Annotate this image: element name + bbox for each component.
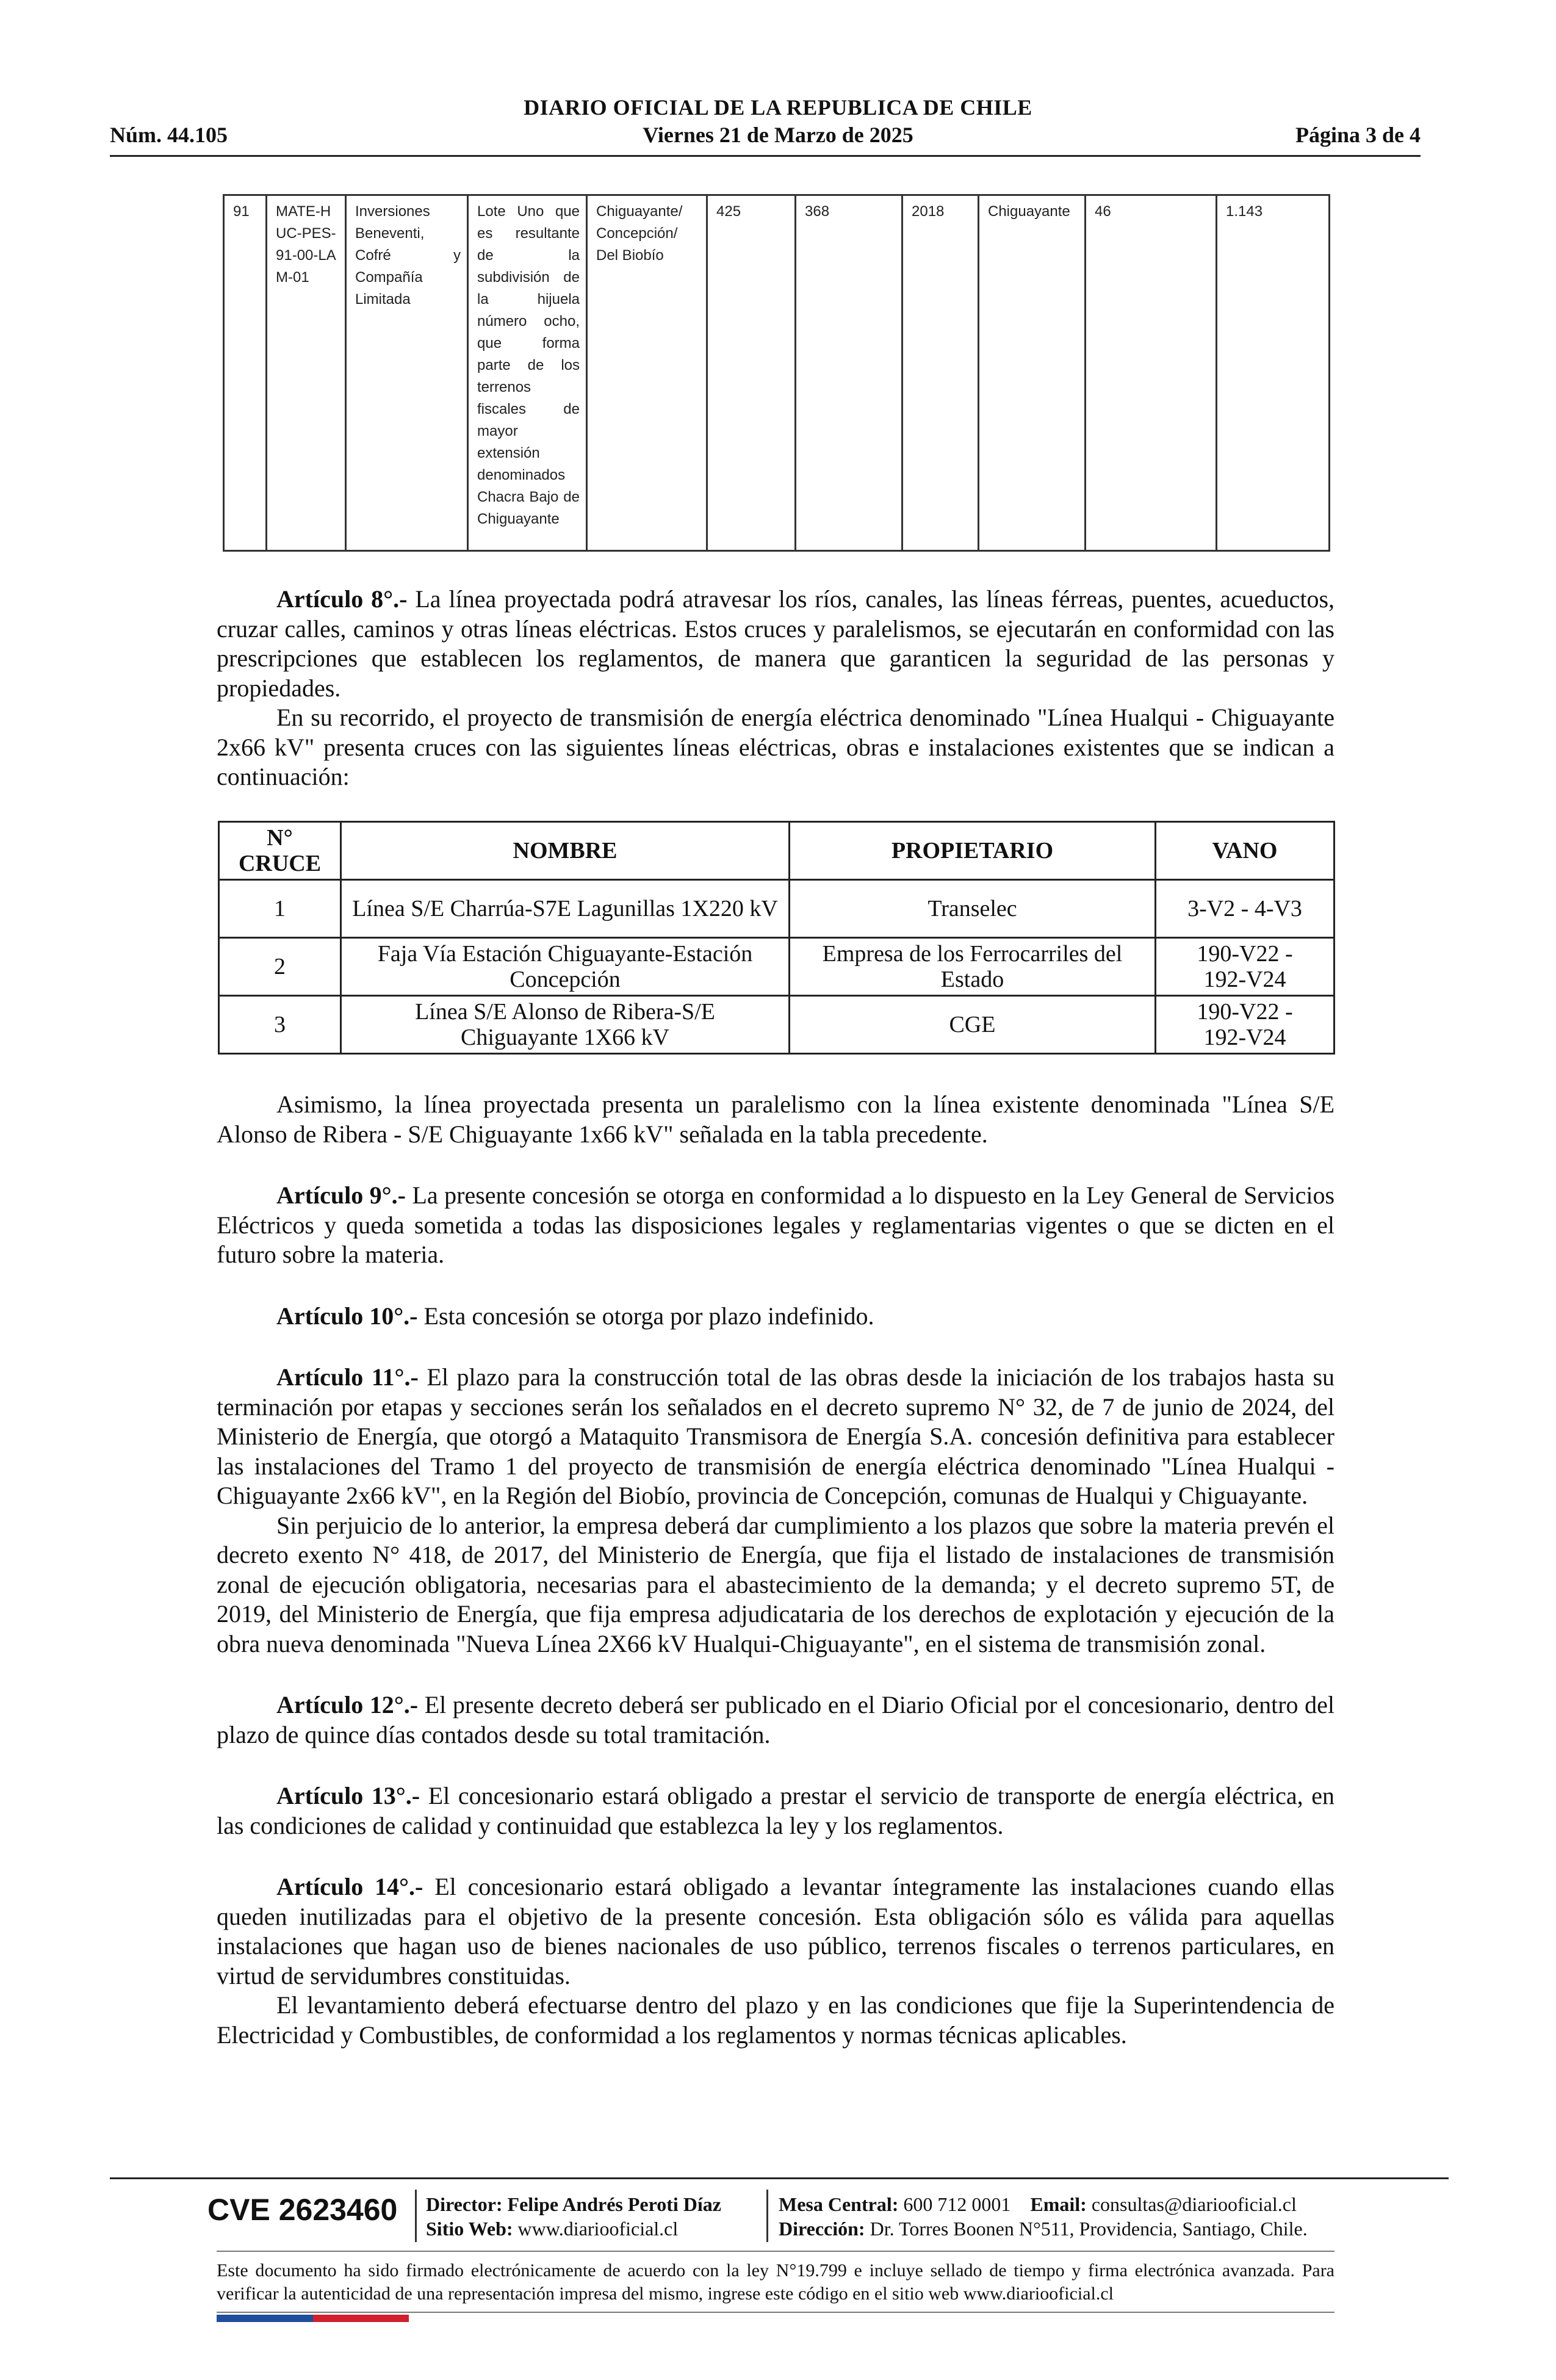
address-label: Dirección: xyxy=(779,2218,865,2240)
article-8 xyxy=(217,585,1334,792)
mesa-label: Mesa Central: xyxy=(779,2193,899,2215)
site-link[interactable]: www.diariooficial.cl xyxy=(517,2218,679,2240)
column-header: PROPIETARIO xyxy=(790,822,1156,880)
article-label: Artículo 13°.- xyxy=(276,1782,420,1809)
article-9 xyxy=(217,1181,1334,1270)
email-label: Email: xyxy=(1030,2193,1087,2215)
article-text: El concesionario estará obligado a prestar el servicio de transporte de energía eléctrica, en las condiciones de calidad y continuidad que establezca la ley y los reglamentos. xyxy=(217,1782,1335,1839)
mesa-phone: 600 712 0001 xyxy=(903,2193,1011,2215)
table-row xyxy=(219,996,1334,1054)
page-number: Página 3 de 4 xyxy=(1295,123,1421,147)
footer-divider xyxy=(110,2177,1449,2179)
article-text: En su recorrido, el proyecto de transmisión de energía eléctrica denominado "Línea Hualqui - Chiguayante 2x66 kV" presenta cruces con las siguientes líneas eléctricas, obras e instalaciones existentes que se indican a continuación: xyxy=(217,704,1334,790)
footer-divider xyxy=(217,2251,1334,2252)
flag-red-segment xyxy=(313,2315,409,2322)
table-cell: Lote Uno que es resultante de la subdivisión de la hijuela número ocho, que forma parte de los terrenos fiscales de mayor extensión denominados Chacra Bajo de Chiguayante xyxy=(468,195,587,551)
table-cell: 190-V22 - 192-V24 xyxy=(1156,938,1334,996)
table-cell: Línea S/E Charrúa-S7E Lagunillas 1X220 kV xyxy=(341,880,790,938)
table-row xyxy=(219,938,1334,996)
column-header: VANO xyxy=(1156,822,1334,880)
table-cell: 3 xyxy=(219,996,341,1054)
article-text: La línea proyectada podrá atravesar los ríos, canales, las líneas férreas, puentes, acueductos, cruzar calles, caminos y otras líneas eléctricas. Estos cruces y paralelismos, se ejecutarán en conformidad con las prescripciones que establecen los reglamentos, de manera que garanticen la seguridad de las personas y propiedades. xyxy=(217,585,1335,702)
column-header: N° CRUCE xyxy=(219,822,341,880)
table-cell: CGE xyxy=(790,996,1156,1054)
article-13 xyxy=(217,1781,1334,1841)
article-label: Artículo 11°.- xyxy=(276,1363,419,1391)
article-text: Esta concesión se otorga por plazo indefinido. xyxy=(423,1302,874,1330)
issue-number: Núm. 44.105 xyxy=(110,123,228,147)
table-cell: 2018 xyxy=(902,195,979,551)
property-table xyxy=(223,194,1330,552)
table-cell: 91 xyxy=(224,195,267,551)
article-text: La presente concesión se otorga en conformidad a lo dispuesto en la Ley General de Servicios Eléctricos y queda sometida a todas las disposiciones legales y reglamentarias vigentes o que se dicten en el futuro sobre la materia. xyxy=(217,1181,1335,1268)
article-12 xyxy=(217,1690,1334,1750)
signature-note: Este documento ha sido firmado electrónicamente de acuerdo con la ley N°19.799 e incluye sellado de tiempo y firma electrónica avanzada. Para verificar la autenticidad de una representación impresa del mismo, ingrese este código en el sitio web www.diariooficial.cl xyxy=(217,2260,1334,2304)
director-name: Felipe Andrés Peroti Díaz xyxy=(507,2193,721,2215)
table-cell: Empresa de los Ferrocarriles del Estado xyxy=(790,938,1156,996)
address-text: Dr. Torres Boonen N°511, Providencia, Santiago, Chile. xyxy=(870,2218,1308,2240)
article-11 xyxy=(217,1363,1334,1511)
footer-separator xyxy=(766,2190,768,2242)
table-cell: Faja Vía Estación Chiguayante-Estación Concepción xyxy=(341,938,790,996)
table-cell: 3-V2 - 4-V3 xyxy=(1156,880,1334,938)
article-text: El presente decreto deberá ser publicado en el Diario Oficial por el concesionario, dentro del plazo de quince días contados desde su total tramitación. xyxy=(217,1691,1335,1748)
article-label: Artículo 8°.- xyxy=(276,585,408,613)
article-text: El levantamiento deberá efectuarse dentro del plazo y en las condiciones que fije la Superintendencia de Electricidad y Combustibles, de conformidad a los reglamentos y normas técnicas aplicables. xyxy=(217,1991,1334,2049)
table-row xyxy=(219,880,1334,938)
table-cell: Inversiones Beneventi, Cofré y Compañía Limitada xyxy=(346,195,468,551)
table-cell: 368 xyxy=(796,195,902,551)
table-cell: 425 xyxy=(707,195,796,551)
crossings-table xyxy=(218,821,1335,1055)
table-row xyxy=(224,195,1330,551)
main-text xyxy=(217,1090,1334,2050)
column-header: NOMBRE xyxy=(341,822,790,880)
newspaper-title: DIARIO OFICIAL DE LA REPUBLICA DE CHILE xyxy=(524,95,1032,120)
article-14 xyxy=(217,1872,1334,1991)
footer-director-block xyxy=(426,2192,721,2241)
email-link[interactable]: consultas@diariooficial.cl xyxy=(1091,2193,1297,2215)
footer-separator xyxy=(415,2190,417,2242)
footer-divider xyxy=(217,2312,1334,2313)
table-cell: Chiguayante/ Concepción/ Del Biobío xyxy=(587,195,707,551)
header-divider xyxy=(110,155,1421,157)
table-cell: MATE-HUC-PES-91-00-LAM-01 xyxy=(267,195,346,551)
paragraph: Asimismo, la línea proyectada presenta un paralelismo con la línea existente denominada "Línea S/E Alonso de Ribera - S/E Chiguayante 1x66 kV" señalada en la tabla precedente. xyxy=(217,1091,1334,1148)
table-cell: 1.143 xyxy=(1217,195,1330,551)
table-cell: 46 xyxy=(1086,195,1217,551)
flag-blue-segment xyxy=(217,2315,313,2322)
table-cell: 2 xyxy=(219,938,341,996)
director-label: Director: xyxy=(426,2193,503,2215)
article-label: Artículo 12°.- xyxy=(276,1691,419,1718)
article-text: El plazo para la construcción total de las obras desde la iniciación de los trabajos hasta su terminación por etapas y secciones serán los señalados en el decreto supremo N° 32, de 7 de junio de 2024, del Ministerio de Energía, que otorgó a Mataquito Transmisora de Energía S.A. concesión definitiva para establecer las instalaciones del Tramo 1 del proyecto de transmisión de energía eléctrica denominado "Línea Hualqui - Chiguayante 2x66 kV", en la Región del Biobío, provincia de Concepción, comunas de Hualqui y Chiguayante. xyxy=(217,1363,1335,1509)
site-label: Sitio Web: xyxy=(426,2218,513,2240)
article-text: El concesionario estará obligado a levantar íntegramente las instalaciones cuando ellas queden inutilizadas para el objetivo de la presente concesión. Esta obligación sólo es válida para aquellas instalaciones que hagan uso de bienes nacionales de uso público, terrenos fiscales o terrenos particulares, en virtud de servidumbres constituidas. xyxy=(217,1873,1334,1989)
table-cell: Línea S/E Alonso de Ribera-S/E Chiguayante 1X66 kV xyxy=(341,996,790,1054)
table-header-row xyxy=(219,822,1334,880)
cve-code: CVE 2623460 xyxy=(207,2193,398,2227)
table-cell: Chiguayante xyxy=(979,195,1086,551)
flag-bar xyxy=(217,2315,409,2322)
article-10 xyxy=(217,1302,1334,1332)
footer-contact-block xyxy=(779,2192,1308,2241)
article-label: Artículo 10°.- xyxy=(276,1302,418,1330)
table-cell: 1 xyxy=(219,880,341,938)
issue-date: Viernes 21 de Marzo de 2025 xyxy=(643,123,913,147)
article-text: Sin perjuicio de lo anterior, la empresa deberá dar cumplimiento a los plazos que sobre la materia prevén el decreto exento N° 418, de 2017, del Ministerio de Energía, que fija el listado de instalaciones de transmisión zonal de ejecución obligatoria, necesarias para el abastecimiento de la demanda; y el decreto supremo 5T, de 2019, del Ministerio de Energía, que fija empresa adjudicataria de los derechos de explotación y ejecución de la obra nueva denominada "Nueva Línea 2X66 kV Hualqui-Chiguayante", en el sistema de transmisión zonal. xyxy=(217,1511,1334,1657)
table-cell: Transelec xyxy=(790,880,1156,938)
article-label: Artículo 14°.- xyxy=(276,1873,423,1900)
table-cell: 190-V22 - 192-V24 xyxy=(1156,996,1334,1054)
article-label: Artículo 9°.- xyxy=(276,1181,406,1209)
